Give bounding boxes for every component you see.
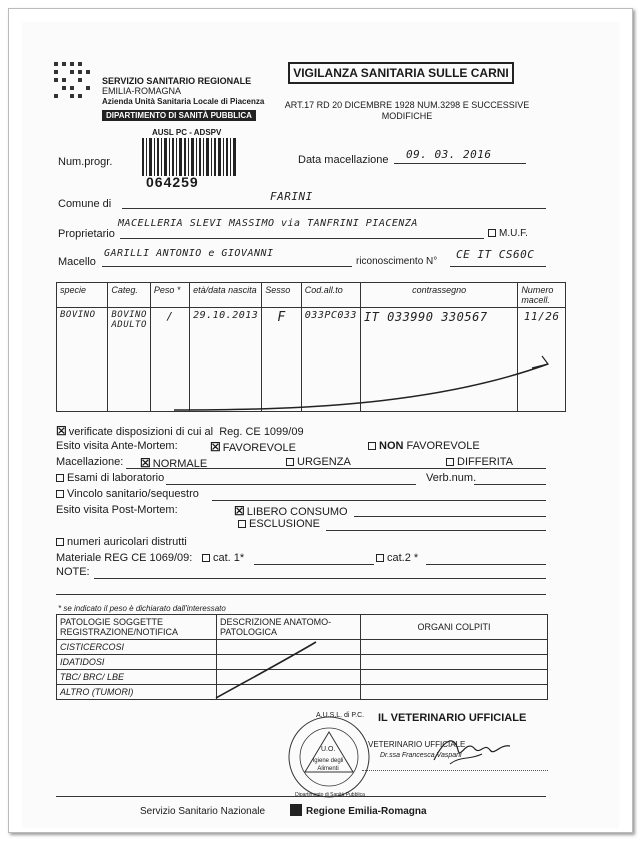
header-organi: ORGANI COLPITI: [361, 615, 548, 640]
riconoscimento-value[interactable]: CE IT CS60C: [456, 248, 535, 261]
row-altro: ALTRO (TUMORI): [57, 685, 217, 700]
num-prog-label: Num.progr.: [58, 156, 113, 168]
esami-checkbox[interactable]: Esami di laboratorio: [56, 472, 164, 484]
normale-option[interactable]: ☒ NORMALE: [140, 456, 208, 470]
header-categoria: Categ.: [108, 283, 151, 308]
proprietario-value[interactable]: MACELLERIA SLEVI MASSIMO via TANFRINI PIACENZA: [118, 218, 418, 229]
cell-numero-macellazione[interactable]: 11/26: [518, 308, 566, 412]
row-idatidosi: IDATIDOSI: [57, 655, 217, 670]
favorevole-option[interactable]: ☒ FAVOREVOLE: [210, 440, 296, 454]
reg-label: verificate disposizioni di cui al: [68, 426, 214, 438]
macello-value[interactable]: GARILLI ANTONIO e GIOVANNI: [104, 248, 274, 259]
reg-line: [56, 424, 304, 438]
vet-signature: [430, 730, 514, 770]
header-descrizione: DESCRIZIONE ANATOMO-PATOLOGICA: [217, 615, 361, 640]
vet-stamp-label: VETERINARIO UFFICIALE: [368, 740, 466, 749]
region-logo: [290, 804, 302, 816]
urgenza-option[interactable]: URGENZA: [286, 456, 351, 468]
document-sheet: [22, 22, 619, 828]
materiale-label: Materiale REG CE 1069/09:: [56, 552, 193, 564]
auricolari-checkbox[interactable]: numeri auricolari distrutti: [56, 536, 187, 548]
header-peso: Peso *: [150, 283, 189, 308]
header-cod-allevamento: Cod.all.to: [301, 283, 360, 308]
reg-checkmark: ☒: [56, 424, 67, 438]
barcode: [140, 138, 240, 176]
macellazione-label: Macellazione:: [56, 456, 124, 468]
cancel-stroke: [172, 352, 552, 412]
vet-title: IL VETERINARIO UFFICIALE: [378, 712, 527, 724]
cell-peso[interactable]: /: [150, 308, 189, 412]
stamp-uo: U.O.: [321, 746, 336, 753]
header-sesso: Sesso: [262, 283, 301, 308]
data-macellazione-value[interactable]: 09. 03. 2016: [406, 148, 492, 161]
esclusione-option[interactable]: ESCLUSIONE: [238, 518, 320, 530]
cell-contrassegno[interactable]: IT 033990 330567: [360, 308, 517, 412]
cat1-option[interactable]: cat. 1*: [202, 552, 244, 564]
proprietario-label: Proprietario: [58, 228, 115, 240]
vet-stamp-name: Dr.ssa Francesca Vaspani: [380, 752, 462, 759]
patologie-cancel-stroke: [212, 638, 322, 702]
footer-left: Servizio Sanitario Nazionale: [140, 806, 266, 817]
ante-mortem-label: Esito visita Ante-Mortem:: [56, 440, 178, 452]
org-line2: EMILIA-ROMAGNA: [102, 86, 182, 96]
differita-option[interactable]: DIFFERITA: [446, 456, 513, 468]
row-cisticercosi: CISTICERCOSI: [57, 640, 217, 655]
footnote: * se indicato il peso è dichiarato dall'interessato: [58, 604, 226, 613]
muf-checkbox[interactable]: M.U.F.: [488, 228, 528, 239]
subtitle-line2: MODIFICHE: [381, 111, 433, 121]
dept-label: DIPARTIMENTO DI SANITÀ PUBBLICA: [102, 110, 256, 121]
cell-cod-allevamento[interactable]: 033PC033: [301, 308, 360, 412]
barcode-number: 064259: [146, 174, 199, 190]
cell-specie[interactable]: BOVINO: [57, 308, 108, 412]
reg-value: Reg. CE 1099/09: [219, 426, 304, 438]
cat2-option[interactable]: cat.2 *: [376, 552, 418, 564]
row-tbc: TBC/ BRC/ LBE: [57, 670, 217, 685]
note-label: NOTE:: [56, 566, 90, 578]
comune-label: Comune di: [58, 198, 112, 210]
riconoscimento-label: riconoscimento N°: [356, 256, 438, 267]
stamp-top: A.U.S.L. di P.C.: [316, 712, 365, 719]
header-patologie: PATOLOGIE SOGGETTE REGISTRAZIONE/NOTIFICA: [57, 615, 217, 640]
org-line1: SERVIZIO SANITARIO REGIONALE: [102, 76, 252, 86]
header-specie: specie: [57, 283, 108, 308]
subtitle-line1: ART.17 RD 20 DICEMBRE 1928 NUM.3298 E SUCCESSIVE: [284, 100, 530, 110]
footer-right: Regione Emilia-Romagna: [306, 806, 427, 817]
form-title: VIGILANZA SANITARIA SULLE CARNI: [288, 62, 514, 84]
org-line3: Azienda Unità Sanitaria Locale di Piacenza: [102, 97, 265, 106]
header-contrassegno: contrassegno: [360, 283, 517, 308]
header-numero-macellazione: Numero macell.: [518, 283, 566, 308]
non-favorevole-option[interactable]: NON FAVOREVOLE: [368, 440, 480, 452]
barcode-caption: AUSL PC - ADSPV: [152, 128, 222, 137]
data-macellazione-label: Data macellazione: [298, 154, 389, 166]
cell-sesso[interactable]: F: [262, 308, 301, 412]
stamp-center: Igiene degli Alimenti: [312, 758, 344, 772]
post-mortem-label: Esito visita Post-Mortem:: [56, 504, 178, 516]
cell-eta[interactable]: 29.10.2013: [190, 308, 262, 412]
cell-categoria[interactable]: BOVINO ADULTO: [108, 308, 151, 412]
macello-label: Macello: [58, 256, 96, 268]
header-eta: età/data nascita: [190, 283, 262, 308]
vincolo-checkbox[interactable]: Vincolo sanitario/sequestro: [56, 488, 199, 500]
ausl-logo: [52, 60, 92, 100]
verb-num-label: Verb.num.: [426, 472, 477, 484]
comune-value[interactable]: FARINI: [270, 190, 313, 203]
stamp-ring: Dipartimento di Sanità Pubblica: [295, 792, 365, 798]
libero-consumo-option[interactable]: ☒ LIBERO CONSUMO: [234, 504, 348, 518]
